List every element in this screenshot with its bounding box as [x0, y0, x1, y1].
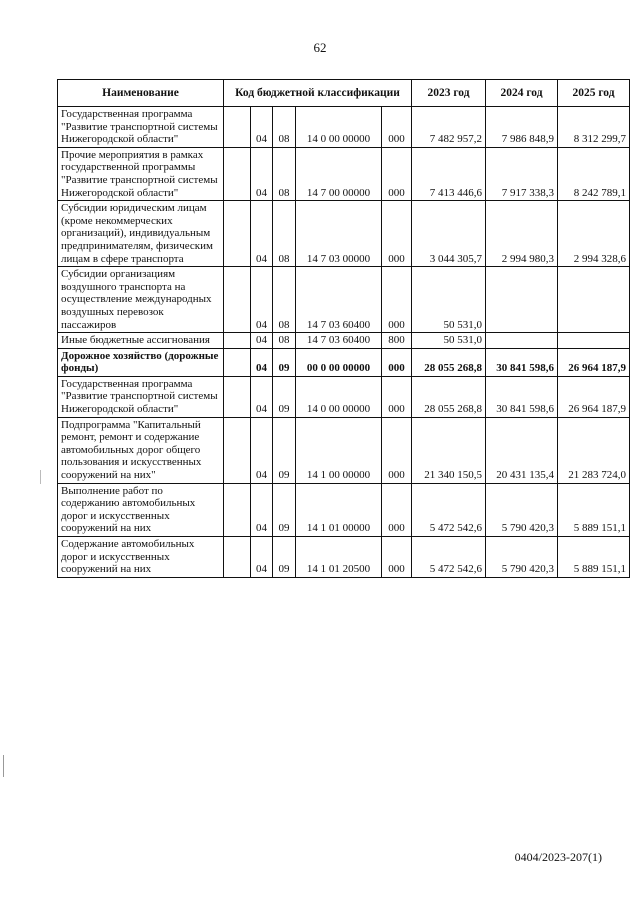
row-code-section: 04 — [251, 483, 273, 536]
row-code-target: 14 7 03 00000 — [296, 201, 382, 267]
row-value-2025: 8 312 299,7 — [558, 107, 630, 148]
row-value-2025 — [558, 333, 630, 349]
row-code-expense: 000 — [382, 417, 412, 483]
row-code-1 — [224, 107, 251, 148]
row-code-section: 04 — [251, 417, 273, 483]
row-code-1 — [224, 201, 251, 267]
row-code-1 — [224, 537, 251, 578]
row-name: Дорожное хозяйство (дорожные фонды) — [58, 348, 224, 376]
row-code-expense: 000 — [382, 147, 412, 200]
row-code-expense: 000 — [382, 376, 412, 417]
row-code-target: 14 7 00 00000 — [296, 147, 382, 200]
row-value-2023: 50 531,0 — [412, 267, 486, 333]
scan-mark — [3, 755, 4, 777]
table-header-row — [58, 80, 630, 107]
row-code-section: 04 — [251, 147, 273, 200]
row-code-target: 14 1 01 00000 — [296, 483, 382, 536]
table-row — [58, 376, 630, 417]
row-name: Государственная программа "Развитие транспортной системы Нижегородской области" — [58, 107, 224, 148]
row-name: Государственная программа "Развитие транспортной системы Нижегородской области" — [58, 376, 224, 417]
row-code-section: 04 — [251, 376, 273, 417]
row-code-target: 14 0 00 00000 — [296, 107, 382, 148]
row-code-1 — [224, 483, 251, 536]
row-value-2023: 3 044 305,7 — [412, 201, 486, 267]
row-code-subsection: 08 — [273, 107, 296, 148]
row-value-2024: 2 994 980,3 — [486, 201, 558, 267]
row-value-2024: 5 790 420,3 — [486, 537, 558, 578]
row-code-target: 14 7 03 60400 — [296, 333, 382, 349]
row-code-target: 00 0 00 00000 — [296, 348, 382, 376]
row-value-2023: 7 413 446,6 — [412, 147, 486, 200]
header-code: Код бюджетной классификации — [224, 80, 412, 107]
row-code-expense: 000 — [382, 267, 412, 333]
row-code-expense: 000 — [382, 201, 412, 267]
row-code-1 — [224, 267, 251, 333]
row-code-subsection: 09 — [273, 483, 296, 536]
table-row — [58, 147, 630, 200]
row-code-target: 14 1 01 20500 — [296, 537, 382, 578]
row-code-1 — [224, 376, 251, 417]
header-2024: 2024 год — [486, 80, 558, 107]
row-code-subsection: 08 — [273, 147, 296, 200]
header-2025: 2025 год — [558, 80, 630, 107]
row-code-expense: 000 — [382, 107, 412, 148]
row-name: Прочие мероприятия в рамках государственной программы "Развитие транспортной системы Нижегородской области" — [58, 147, 224, 200]
row-value-2025 — [558, 267, 630, 333]
row-code-subsection: 09 — [273, 537, 296, 578]
table-row — [58, 201, 630, 267]
row-name: Выполнение работ по содержанию автомобильных дорог и искусственных сооружений на них — [58, 483, 224, 536]
budget-table — [57, 79, 630, 578]
document-code: 0404/2023-207(1) — [514, 850, 602, 864]
row-code-section: 04 — [251, 348, 273, 376]
row-code-1 — [224, 417, 251, 483]
row-name: Субсидии юридическим лицам (кроме некоммерческих организаций), индивидуальным предпринимателям, физическим лицам в сфере транспорта — [58, 201, 224, 267]
row-value-2025: 5 889 151,1 — [558, 483, 630, 536]
row-code-subsection: 09 — [273, 376, 296, 417]
row-code-section: 04 — [251, 267, 273, 333]
row-code-expense: 000 — [382, 348, 412, 376]
table-body — [58, 107, 630, 578]
row-value-2025: 8 242 789,1 — [558, 147, 630, 200]
row-value-2024: 30 841 598,6 — [486, 376, 558, 417]
row-value-2024: 20 431 135,4 — [486, 417, 558, 483]
row-name: Содержание автомобильных дорог и искусственных сооружений на них — [58, 537, 224, 578]
row-value-2024: 7 917 338,3 — [486, 147, 558, 200]
row-value-2023: 5 472 542,6 — [412, 537, 486, 578]
row-value-2025: 2 994 328,6 — [558, 201, 630, 267]
row-value-2024 — [486, 267, 558, 333]
table-row — [58, 417, 630, 483]
row-code-1 — [224, 333, 251, 349]
header-2023: 2023 год — [412, 80, 486, 107]
row-value-2025: 26 964 187,9 — [558, 348, 630, 376]
row-code-target: 14 1 00 00000 — [296, 417, 382, 483]
row-code-1 — [224, 348, 251, 376]
row-code-target: 14 7 03 60400 — [296, 267, 382, 333]
row-code-expense: 000 — [382, 483, 412, 536]
row-name: Подпрограмма "Капитальный ремонт, ремонт и содержание автомобильных дорог общего пользования и искусственных сооружений на них" — [58, 417, 224, 483]
row-code-subsection: 09 — [273, 417, 296, 483]
table-row — [58, 267, 630, 333]
row-value-2023: 28 055 268,8 — [412, 348, 486, 376]
header-name: Наименование — [58, 80, 224, 107]
row-value-2023: 21 340 150,5 — [412, 417, 486, 483]
row-code-section: 04 — [251, 333, 273, 349]
table-row — [58, 107, 630, 148]
row-code-section: 04 — [251, 201, 273, 267]
row-name: Иные бюджетные ассигнования — [58, 333, 224, 349]
table-row — [58, 483, 630, 536]
table-row — [58, 537, 630, 578]
row-value-2024: 5 790 420,3 — [486, 483, 558, 536]
table-row — [58, 333, 630, 349]
row-value-2023: 50 531,0 — [412, 333, 486, 349]
row-code-section: 04 — [251, 537, 273, 578]
row-value-2025: 21 283 724,0 — [558, 417, 630, 483]
row-code-section: 04 — [251, 107, 273, 148]
row-code-expense: 000 — [382, 537, 412, 578]
row-value-2023: 5 472 542,6 — [412, 483, 486, 536]
row-value-2023: 28 055 268,8 — [412, 376, 486, 417]
scan-mark — [40, 470, 41, 484]
row-code-subsection: 08 — [273, 201, 296, 267]
row-value-2024: 7 986 848,9 — [486, 107, 558, 148]
row-code-expense: 800 — [382, 333, 412, 349]
table-row — [58, 348, 630, 376]
row-value-2024 — [486, 333, 558, 349]
row-code-subsection: 09 — [273, 348, 296, 376]
row-value-2023: 7 482 957,2 — [412, 107, 486, 148]
page-number: 62 — [313, 40, 327, 55]
row-value-2024: 30 841 598,6 — [486, 348, 558, 376]
row-code-subsection: 08 — [273, 333, 296, 349]
row-code-subsection: 08 — [273, 267, 296, 333]
row-value-2025: 26 964 187,9 — [558, 376, 630, 417]
row-name: Субсидии организациям воздушного транспорта на осуществление международных воздушных перевозок пассажиров — [58, 267, 224, 333]
row-code-target: 14 0 00 00000 — [296, 376, 382, 417]
row-code-1 — [224, 147, 251, 200]
row-value-2025: 5 889 151,1 — [558, 537, 630, 578]
